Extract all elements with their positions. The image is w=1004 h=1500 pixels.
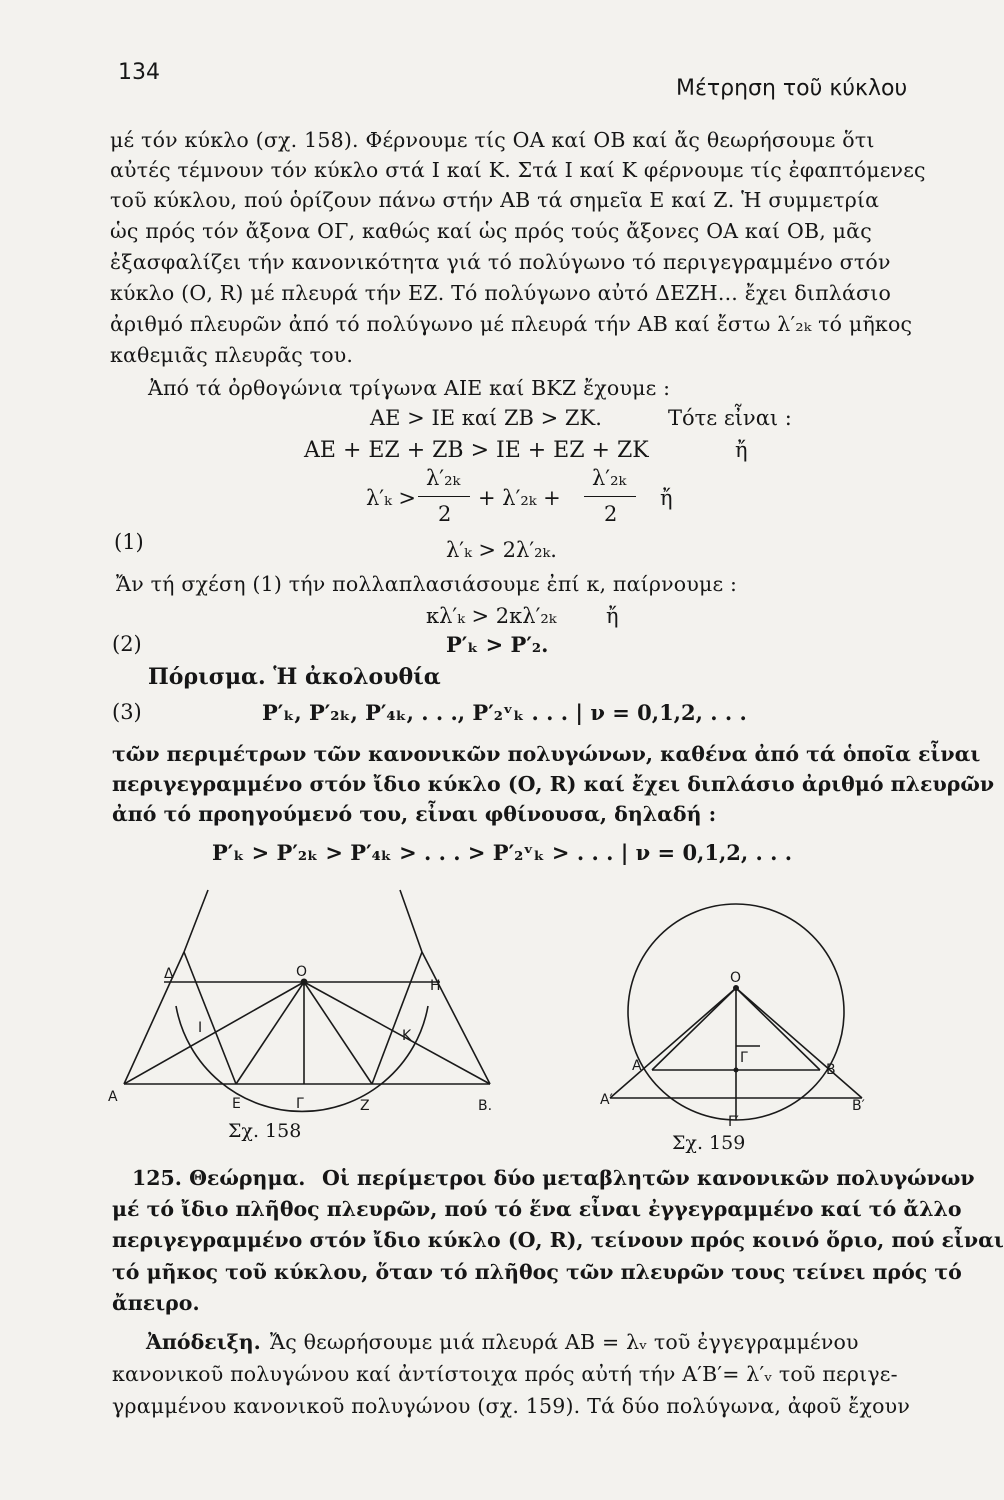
proof-title: Ἀπόδειξη. xyxy=(146,1330,261,1354)
math-line5: κλ′ₖ > 2κλ′₂ₖ xyxy=(426,604,557,628)
math-line2: ΑΕ + ΕΖ + ΖΒ > ΙΕ + ΕΖ + ΖΚ xyxy=(304,438,649,463)
polygon-edge xyxy=(400,890,422,952)
label-K: Κ xyxy=(402,1028,412,1044)
label-B: Β. xyxy=(478,1098,493,1114)
para1-line: αὐτές τέμνουν τόν κύκλο στά Ι καί Κ. Στά Ι καί Κ φέρνουμε τίς ἐφαπτόμενες xyxy=(110,158,926,182)
eq2: P′ₖ > P′₂. xyxy=(446,632,549,657)
label-A2: Α′ xyxy=(600,1092,613,1108)
math-or-3: ἤ xyxy=(606,604,619,628)
proof-line: κανονικοῦ πολυγώνου καί ἀντίστοιχα πρός αὐτή τήν Α′Β′= λ′ᵥ τοῦ περιγε- xyxy=(112,1362,898,1386)
proof-line: Ἄς θεωρήσουμε μιά πλευρά ΑΒ = λᵥ τοῦ ἐγγεγραμμένου xyxy=(270,1330,859,1354)
page-number: 134 xyxy=(118,60,160,85)
figure-159 xyxy=(595,900,895,1140)
segment-OB xyxy=(736,988,820,1070)
eq1-label: (1) xyxy=(114,530,144,554)
para2: Ἀπό τά ὀρθογώνια τρίγωνα ΑΙΕ καί ΒΚΖ ἔχουμε : xyxy=(148,376,671,400)
eq3: P′ₖ, P′₂ₖ, P′₄ₖ, . . ., P′₂ᵛₖ . . . | ν = 0,1,2, . . . xyxy=(262,700,747,725)
label-I: Ι xyxy=(198,1020,203,1036)
label-B2: Β′ xyxy=(852,1098,865,1114)
para1-line: τοῦ κύκλου, πού ὁρίζουν πάνω στήν ΑΒ τά σημεῖα Ε καί Ζ. Ἡ συμμετρία xyxy=(110,188,880,212)
label-H: Η xyxy=(430,978,441,994)
caption-158: Σχ. 158 xyxy=(228,1120,302,1142)
label-A: Α xyxy=(632,1058,642,1074)
label-D: Δ xyxy=(164,966,174,982)
segment-OA xyxy=(652,988,736,1070)
frac1-num: λ′₂ₖ xyxy=(426,466,461,490)
polygon-edge xyxy=(124,952,184,1084)
theorem-title: 125. Θεώρημα. xyxy=(132,1166,306,1190)
running-title: Μέτρηση τοῦ κύκλου xyxy=(676,76,908,101)
tangent-EI xyxy=(184,952,236,1084)
segment-OA xyxy=(124,982,304,1084)
porisma-title: Πόρισμα. Ἡ ἀκολουθία xyxy=(148,664,441,690)
math-or-2: ἤ xyxy=(660,486,673,510)
theorem-line: ἄπειρο. xyxy=(112,1291,200,1315)
theorem-line: Οἱ περίμετροι δύο μεταβλητῶν κανονικῶν πολυγώνων xyxy=(322,1166,975,1190)
math-tote: Τότε εἶναι : xyxy=(668,406,792,430)
para1-line: καθεμιᾶς πλευρᾶς του. xyxy=(110,343,354,367)
label-O: Ο xyxy=(730,970,742,986)
caption-159: Σχ. 159 xyxy=(672,1132,746,1154)
frac1-bar xyxy=(418,496,470,497)
label-B: Β xyxy=(826,1062,836,1078)
math-or: ἤ xyxy=(735,438,748,462)
porisma-chain: P′ₖ > P′₂ₖ > P′₄ₖ > . . . > P′₂ᵛₖ > . . . | ν = 0,1,2, . . . xyxy=(212,840,793,865)
proof-line: γραμμένου κανονικοῦ πολυγώνου (σχ. 159). Τά δύο πολύγωνα, ἀφοῦ ἔχουν xyxy=(112,1394,910,1418)
label-Z: Ζ xyxy=(360,1098,370,1114)
para1-line: μέ τόν κύκλο (σχ. 158). Φέρνουμε τίς ΟΑ καί ΟΒ καί ἄς θεωρήσουμε ὅτι xyxy=(110,128,875,152)
theorem-line: τό μῆκος τοῦ κύκλου, ὅταν τό πλῆθος τῶν πλευρῶν τους τείνει πρός τό xyxy=(112,1260,962,1284)
frac2-bar xyxy=(584,496,636,497)
math-line1: ΑΕ > ΙΕ καί ΖΒ > ΖΚ. xyxy=(370,406,602,430)
math-line3-mid: + λ′₂ₖ + xyxy=(478,486,561,510)
porisma-line: περιγεγραμμένο στόν ἴδιο κύκλο (Ο, R) καί ἔχει διπλάσιο ἀριθμό πλευρῶν xyxy=(112,772,995,796)
polygon-edge xyxy=(184,890,208,952)
para1-line: ἀριθμό πλευρῶν ἀπό τό πολύγωνο μέ πλευρά τήν ΑΒ καί ἔστω λ′₂ₖ τό μῆκος xyxy=(110,312,913,336)
para1-line: ὡς πρός τόν ἄξονα ΟΓ, καθώς καί ὡς πρός τούς ἄξονες ΟΑ καί ΟΒ, μᾶς xyxy=(110,219,872,243)
eq3-label: (3) xyxy=(112,700,142,724)
segment-OE xyxy=(236,982,304,1084)
point-G xyxy=(734,1068,739,1073)
para3: Ἄν τή σχέση (1) τήν πολλαπλασιάσουμε ἐπί κ, παίρνουμε : xyxy=(116,572,738,596)
segment-OZ xyxy=(304,982,372,1084)
figure-158 xyxy=(100,885,520,1115)
porisma-line: ἀπό τό προηγούμενό του, εἶναι φθίνουσα, δηλαδή : xyxy=(112,802,717,826)
eq2-label: (2) xyxy=(112,632,142,656)
frac1-den: 2 xyxy=(438,502,452,526)
label-G: Γ xyxy=(740,1050,748,1066)
frac2-num: λ′₂ₖ xyxy=(592,466,627,490)
theorem-line: μέ τό ἴδιο πλῆθος πλευρῶν, πού τό ἕνα εἶναι ἐγγεγραμμένο καί τό ἄλλο xyxy=(112,1197,962,1221)
tangent-ZK xyxy=(372,952,422,1084)
polygon-edge xyxy=(422,952,490,1084)
theorem-line: περιγεγραμμένο στόν ἴδιο κύκλο (Ο, R), τείνουν πρός κοινό ὅριο, πού εἶναι xyxy=(112,1228,1004,1252)
porisma-line: τῶν περιμέτρων τῶν κανονικῶν πολυγώνων, καθένα ἀπό τά ὁποῖα εἶναι xyxy=(112,742,981,766)
para1-line: ἐξασφαλίζει τήν κανονικότητα γιά τό πολύγωνο τό περιγεγραμμένο στόν xyxy=(110,250,891,274)
label-O: Ο xyxy=(296,964,308,980)
label-G2: Γ′ xyxy=(728,1114,739,1130)
eq1: λ′ₖ > 2λ′₂ₖ. xyxy=(446,538,557,562)
label-E: Ε xyxy=(232,1096,241,1112)
para1-line: κύκλο (Ο, R) μέ πλευρά τήν ΕΖ. Τό πολύγωνο αὐτό ΔΕΖΗ... ἔχει διπλάσιο xyxy=(110,281,891,305)
label-A: Α xyxy=(108,1089,118,1105)
math-line3-left: λ′ₖ > xyxy=(366,486,417,510)
frac2-den: 2 xyxy=(604,502,618,526)
label-G: Γ xyxy=(296,1096,304,1112)
